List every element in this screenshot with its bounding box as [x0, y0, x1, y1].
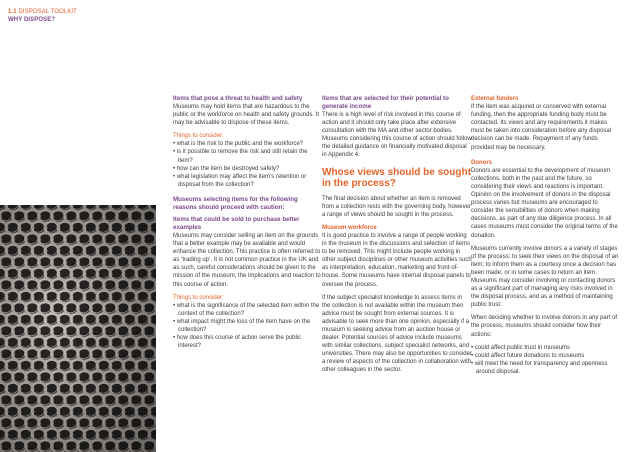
section-subtitle: WHY DISPOSE?: [8, 17, 56, 23]
column-2: [322, 95, 472, 375]
list-item: • what is the significance of the selected item within the context of the collection?: [173, 302, 323, 318]
heading-donors: Donors: [471, 159, 492, 166]
paragraph: If the item was acquired or conserved with external funding, then the appropriate funding body must be contacted. Its views and any requirements it makes must be taken into consideration before any disposal decision can be made. Repayment of any funds provided may be necessary.: [471, 104, 612, 151]
bullet-list: [173, 140, 323, 189]
list-item: • what impact might the loss of the item have on the collection?: [173, 318, 323, 334]
section-title: DISPOSAL TOOLKIT: [18, 9, 77, 15]
list-item: • could affect future donations to museums: [471, 352, 621, 360]
paragraph: If the subject specialist knowledge to assess items in the collection is not available within the museum then advice must be sought from external sources. It is advisable to seek more than one opinion, especially if a museum is seeking advice from an auction house or dealer. Potential sources of advice include museums with similar collections, subject specialist networks, and universities. There may also be opportunities to consider a review of aspects of the collection in collaboration with other colleagues in the sector.: [322, 294, 472, 374]
paragraph: There is a high level of risk involved in this course of action and it should only take place after extensive consultation with the MA and other sector bodies. Museums considering this course of action should follow the detailed guidance on financially motivated disposal in Appendix 4.: [322, 112, 472, 159]
list-item: • what legislation may affect the item’s retention or disposal from the collection?: [173, 173, 323, 189]
paragraph: Museums currently involve donors a a variety of stages of the process: to seek their views on the disposal of an item; to inform them as a courtesy once a decision has been made; or in some cases to return an item. Museums may consider involving or contacting donors as a significant part of managing any risks involved in the disposal process, and as a method of maintaining public trust.: [471, 245, 619, 309]
list-item: • could affect public trust in museums: [471, 344, 621, 352]
column-3: [471, 95, 621, 376]
things-to-consider-label: Things to consider:: [173, 294, 224, 301]
list-item: • will meet the need for transparency and openness around disposal.: [471, 360, 621, 376]
paragraph: It is good practice to involve a range of people working in the museum in the discussions and selection of items to be removed. This might include people working in other subject disciplines or other museum activities such as interpretation, education, marketing and front-of-house. Some museums have internal disposal panels to oversee the process.: [322, 232, 472, 288]
paragraph: Museums may consider selling an item on the grounds that a better example may be available and would enhance the collection. This practice is often referred to as ‘trading up’. It is not common practice in the UK and as such, careful considerations should be given to the mission of the museum, the implications and reaction to this course of action.: [173, 232, 321, 288]
heading-trading-up: Items that could be sold to purchase better examples: [173, 215, 300, 231]
things-to-consider-label: Things to consider:: [173, 133, 224, 140]
heading-whose-views: Whose views should be sought in the process?: [322, 166, 471, 190]
column-1: [173, 95, 323, 350]
heading-caution: Museums selecting items for the following reasons should proceed with caution:: [173, 195, 298, 211]
paragraph: When deciding whether to involve donors in any part of the process, museums should consider how their actions:: [471, 315, 618, 338]
page-header: [8, 8, 77, 24]
heading-health-safety: Items that pose a threat to health and safety: [173, 95, 303, 102]
list-item: • how does this course of action serve the public interest?: [173, 334, 323, 350]
chainmail-image-svg: [0, 205, 156, 452]
section-number: 1.1: [8, 9, 17, 15]
chainmail-image: [0, 205, 156, 452]
heading-museum-workforce: Museum workforce: [322, 224, 377, 231]
list-item: • how can the item be destroyed safely?: [173, 165, 323, 173]
paragraph: The final decision about whether an item is removed from a collection rests with the governing body, however a range of views should be sought in the process.: [322, 195, 471, 218]
list-item: • is it possible to remove the risk and still retain the item?: [173, 148, 323, 164]
bullet-list: [471, 344, 621, 376]
heading-income: Items that are selected for their potential to generate income: [322, 95, 449, 110]
heading-external-funders: External funders: [471, 96, 519, 102]
bullet-list: [173, 302, 323, 351]
paragraph: Museums may hold items that are hazardous to the public or the workforce on health and safety grounds. It may be advisable to dispose of these items.: [173, 104, 320, 127]
paragraph: Donors are essential to the development of museum collections, both in the past and the future, so considering their views and reactions is important. Opinion on the involvement of donors in the disposal process varies but museums are encouraged to consider the sensibilities of donors when making decisions, as part of any due diligence process. In all cases museums must consider the original terms of the donation.: [471, 167, 618, 239]
list-item: • what is the risk to the public and the workforce?: [173, 140, 323, 148]
